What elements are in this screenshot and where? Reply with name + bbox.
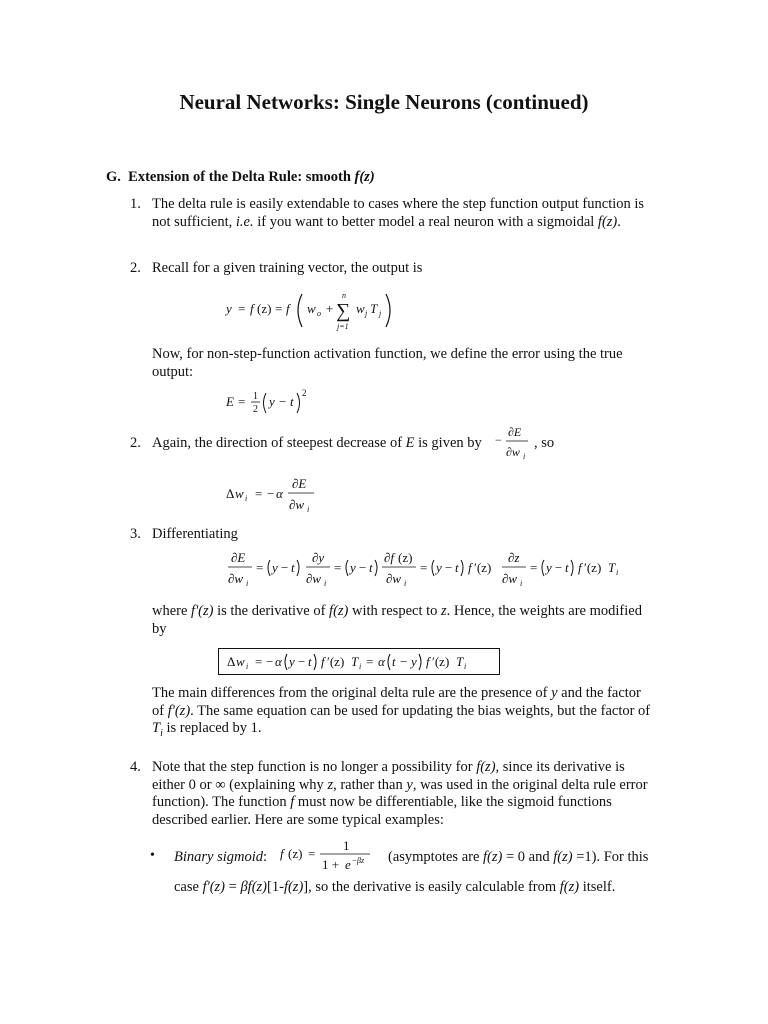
svg-text:t: t xyxy=(369,560,373,575)
item-2-text: Recall for a given training vector, the output is xyxy=(152,260,423,276)
chain-rule-equation xyxy=(222,546,632,594)
svg-text:t: t xyxy=(455,560,459,575)
svg-text:j: j xyxy=(365,309,368,318)
item-2b-text: Again, the direction of steepest decrease of E is given by xyxy=(152,435,482,451)
svg-text:Δ: Δ xyxy=(226,486,235,501)
svg-text:j: j xyxy=(379,309,382,318)
svg-text:t: t xyxy=(565,560,569,575)
svg-text:−: − xyxy=(279,394,287,409)
update-rule-box xyxy=(218,648,500,675)
item-4-line-3: function). The function f must now be differentiable, like the sigmoid functions xyxy=(152,794,612,810)
svg-text:−: − xyxy=(445,560,453,575)
svg-text:βz: βz xyxy=(357,856,365,865)
svg-text:=: = xyxy=(238,301,246,316)
svg-text:(z): (z) xyxy=(257,301,272,316)
bullet-line-2: case f'(z) = βf(z)[1-f(z)], so the derivative is easily calculable from f(z) itself. xyxy=(174,879,616,895)
item-1-text xyxy=(152,196,692,231)
svg-text:i: i xyxy=(523,452,526,461)
svg-text:(z): (z) xyxy=(288,846,303,861)
item-1-line-1: The delta rule is easily extendable to cases where the step function output function is xyxy=(152,196,645,212)
item-3-after-line-1: where f'(z) is the derivative of f(z) with respect to z. Hence, the weights are modified xyxy=(152,603,642,619)
svg-text:−: − xyxy=(400,654,408,669)
svg-text:i: i xyxy=(616,568,619,577)
bullet-label: Binary sigmoid: xyxy=(174,849,268,865)
svg-text:y: y xyxy=(226,301,232,316)
svg-text:−: − xyxy=(298,654,306,669)
svg-text:w: w xyxy=(236,654,245,669)
svg-text:−: − xyxy=(352,856,357,865)
svg-text:f: f xyxy=(426,654,430,669)
svg-text:∂y: ∂y xyxy=(312,550,325,565)
svg-text:i: i xyxy=(245,494,248,503)
item-2b-end: , so xyxy=(534,435,555,451)
update-rule-equation xyxy=(219,649,499,674)
svg-text:2: 2 xyxy=(302,388,307,398)
svg-text:=: = xyxy=(238,394,246,409)
svg-text:T: T xyxy=(351,654,359,669)
section-heading-text: Extension of the Delta Rule: smooth xyxy=(128,169,355,185)
item-2b-number: 2. xyxy=(130,435,141,451)
svg-text:α: α xyxy=(378,654,385,669)
svg-text:i: i xyxy=(359,662,362,671)
item-2-after-line-1: Now, for non-step-function activation function, we define the error using the true xyxy=(152,346,623,362)
svg-text:=: = xyxy=(420,560,428,575)
item-4-text xyxy=(152,759,692,829)
svg-text:α: α xyxy=(275,654,282,669)
steepest-fraction xyxy=(494,420,534,466)
svg-text:(z): (z) xyxy=(398,550,413,565)
section-label: G. xyxy=(106,169,121,185)
svg-text:y: y xyxy=(289,654,295,669)
item-2-after-line-2: output: xyxy=(152,363,194,380)
svg-text:∂w: ∂w xyxy=(386,571,402,586)
svg-text:w: w xyxy=(307,301,316,316)
section-heading xyxy=(106,169,375,186)
item-3-differences xyxy=(152,685,692,742)
section-heading-fz: f(z) xyxy=(354,169,375,185)
svg-text:o: o xyxy=(317,309,321,318)
svg-text:t: t xyxy=(290,394,294,409)
svg-text:i: i xyxy=(404,579,407,588)
svg-text:1: 1 xyxy=(343,838,350,853)
svg-text:i: i xyxy=(246,662,249,671)
item-4-line-4: described earlier. Here are some typical examples: xyxy=(152,811,444,828)
svg-text:y: y xyxy=(350,560,356,575)
svg-text:1: 1 xyxy=(253,391,258,402)
svg-text:f: f xyxy=(468,560,472,575)
svg-text:f: f xyxy=(280,846,284,861)
item-3-diff-line-1: The main differences from the original delta rule are the presence of y and the factor xyxy=(152,685,641,701)
svg-text:=: = xyxy=(366,654,374,669)
item-3-text: Differentiating xyxy=(152,526,238,542)
delta-w-equation xyxy=(222,472,322,518)
svg-text:i: i xyxy=(324,579,327,588)
item-3-diff-line-2: of f'(z). The same equation can be used for updating the bias weights, but the factor of xyxy=(152,702,651,719)
svg-text:∂z: ∂z xyxy=(508,550,520,565)
svg-text:f: f xyxy=(578,560,582,575)
svg-text:+: + xyxy=(326,301,334,316)
svg-text:y: y xyxy=(411,654,417,669)
item-3-after xyxy=(152,603,692,638)
svg-text:′(z): ′(z) xyxy=(432,654,450,669)
svg-text:′(z): ′(z) xyxy=(474,560,492,575)
svg-text:y: y xyxy=(272,560,278,575)
error-equation xyxy=(222,384,322,418)
bullet-symbol: • xyxy=(150,848,155,863)
item-2-after xyxy=(152,346,692,381)
item-3-after-line-2: by xyxy=(152,620,167,637)
svg-text:−: − xyxy=(359,560,367,575)
item-1-number: 1. xyxy=(130,196,141,212)
svg-text:=: = xyxy=(275,301,283,316)
svg-text:f: f xyxy=(286,301,290,316)
svg-text:2: 2 xyxy=(253,404,258,415)
bullet-asymptotes: (asymptotes are f(z) = 0 and f(z) =1). For this xyxy=(388,849,649,865)
svg-text:y: y xyxy=(436,560,442,575)
svg-text:t: t xyxy=(291,560,295,575)
svg-text:∂w: ∂w xyxy=(506,445,520,459)
output-equation xyxy=(222,286,402,334)
svg-text:∂w: ∂w xyxy=(289,497,305,512)
svg-text:′(z): ′(z) xyxy=(584,560,602,575)
svg-text:′(z): ′(z) xyxy=(327,654,345,669)
svg-text:e: e xyxy=(345,857,351,872)
item-3-number: 3. xyxy=(130,526,141,542)
svg-text:∂E: ∂E xyxy=(292,476,307,491)
item-4-line-1: Note that the step function is no longer a possibility for f(z), since its derivative is xyxy=(152,759,625,775)
svg-text:w: w xyxy=(235,486,244,501)
svg-text:n: n xyxy=(342,291,346,300)
svg-text:T: T xyxy=(370,301,378,316)
svg-text:α: α xyxy=(276,486,283,501)
item-3-diff-line-3: $T_i$ is replaced by 1. xyxy=(152,720,262,739)
svg-text:∂w: ∂w xyxy=(306,571,322,586)
svg-text:=: = xyxy=(255,486,263,501)
svg-text:Δ: Δ xyxy=(227,654,236,669)
svg-text:f: f xyxy=(321,654,325,669)
svg-text:∑: ∑ xyxy=(336,300,351,322)
item-4-number: 4. xyxy=(130,759,141,775)
svg-text:∂E: ∂E xyxy=(508,425,522,439)
svg-text:y: y xyxy=(269,394,275,409)
svg-text:∂w: ∂w xyxy=(228,571,244,586)
svg-text:=: = xyxy=(255,654,263,669)
svg-text:=: = xyxy=(530,560,538,575)
svg-text:j=1: j=1 xyxy=(337,322,349,331)
svg-text:i: i xyxy=(307,505,310,514)
svg-text:T: T xyxy=(456,654,464,669)
item-4-line-2: either 0 or ∞ (explaining why z, rather than y, was used in the original delta rule error xyxy=(152,776,648,793)
svg-text:−: − xyxy=(266,654,274,669)
svg-text:=: = xyxy=(308,846,316,861)
svg-text:i: i xyxy=(464,662,467,671)
svg-text:1 +: 1 + xyxy=(322,857,340,872)
item-1-line-2: not sufficient, i.e. if you want to better model a real neuron with a sigmoidal f(z). xyxy=(152,213,621,230)
svg-text:=: = xyxy=(256,560,264,575)
svg-text:E: E xyxy=(226,394,234,409)
svg-text:t: t xyxy=(308,654,312,669)
svg-text:∂E: ∂E xyxy=(231,550,246,565)
svg-text:T: T xyxy=(608,560,616,575)
svg-text:−: − xyxy=(281,560,289,575)
svg-text:=: = xyxy=(334,560,342,575)
svg-text:−: − xyxy=(267,486,275,501)
item-2-number: 2. xyxy=(130,260,141,276)
svg-text:t: t xyxy=(392,654,396,669)
page-title: Neural Networks: Single Neurons (continued) xyxy=(179,90,589,114)
binary-sigmoid-equation xyxy=(278,836,378,876)
svg-text:y: y xyxy=(546,560,552,575)
svg-text:f: f xyxy=(250,301,254,316)
svg-text:∂w: ∂w xyxy=(502,571,518,586)
svg-text:−: − xyxy=(495,433,502,447)
svg-text:w: w xyxy=(356,301,365,316)
svg-text:∂f: ∂f xyxy=(384,550,395,565)
svg-text:−: − xyxy=(555,560,563,575)
svg-text:i: i xyxy=(520,579,523,588)
svg-text:i: i xyxy=(246,579,249,588)
